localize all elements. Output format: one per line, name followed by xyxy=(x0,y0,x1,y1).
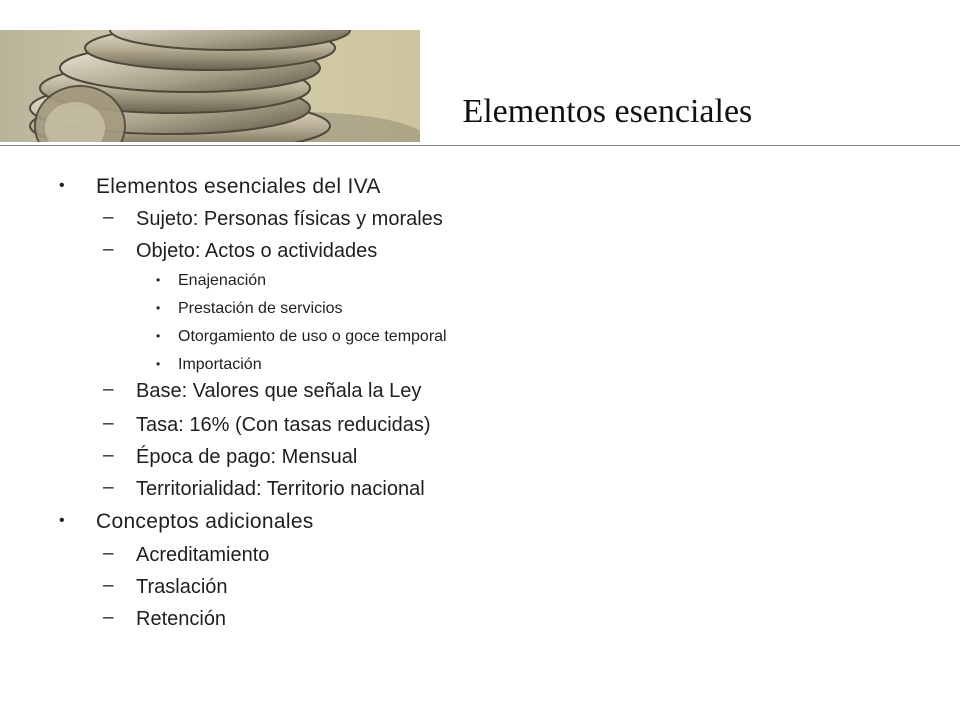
title-text: Elementos esenciales xyxy=(436,93,726,130)
bullet-level2-text: Territorialidad: Territorio nacional xyxy=(136,478,425,500)
bullet-level2-text: Sujeto: Personas físicas y morales xyxy=(136,208,443,230)
dash-marker: – xyxy=(103,575,114,596)
dash-marker: – xyxy=(103,543,114,564)
bullet-level3-text: Otorgamiento de uso o goce temporal xyxy=(178,328,447,345)
dash-marker: – xyxy=(103,413,114,434)
bullet-level1-text: Conceptos adicionales xyxy=(96,510,314,533)
dash-marker: – xyxy=(103,207,114,228)
sub-bullet-marker: • xyxy=(156,329,161,343)
bullet-level2-text: Época de pago: Mensual xyxy=(136,446,358,468)
bullet-level2-text: Acreditamiento xyxy=(136,544,270,566)
dash-marker: – xyxy=(103,477,114,498)
bullet-marker: • xyxy=(59,512,65,529)
bullet-level2-text: Objeto: Actos o actividades xyxy=(136,240,378,262)
sub-bullet-marker: • xyxy=(156,357,161,371)
sub-bullet-marker: • xyxy=(156,273,161,287)
bullet-level2-text: Base: Valores que señala la Ley xyxy=(136,380,422,402)
bullet-level1-text: Elementos esenciales del IVA xyxy=(96,175,381,198)
sub-bullet-marker: • xyxy=(156,301,161,315)
bullet-level3-text: Enajenación xyxy=(178,272,267,289)
bullet-level2-text: Retención xyxy=(136,608,227,630)
bullet-level3-text: Importación xyxy=(178,356,262,373)
dash-marker: – xyxy=(103,379,114,400)
dash-marker: – xyxy=(103,445,114,466)
bullet-marker: • xyxy=(59,177,65,194)
dash-marker: – xyxy=(103,607,114,628)
bullet-level2-text: Traslación xyxy=(136,576,228,598)
dash-marker: – xyxy=(103,239,114,260)
bullet-level3-text: Prestación de servicios xyxy=(178,300,343,317)
bullet-level2-text: Tasa: 16% (Con tasas reducidas) xyxy=(136,414,431,436)
